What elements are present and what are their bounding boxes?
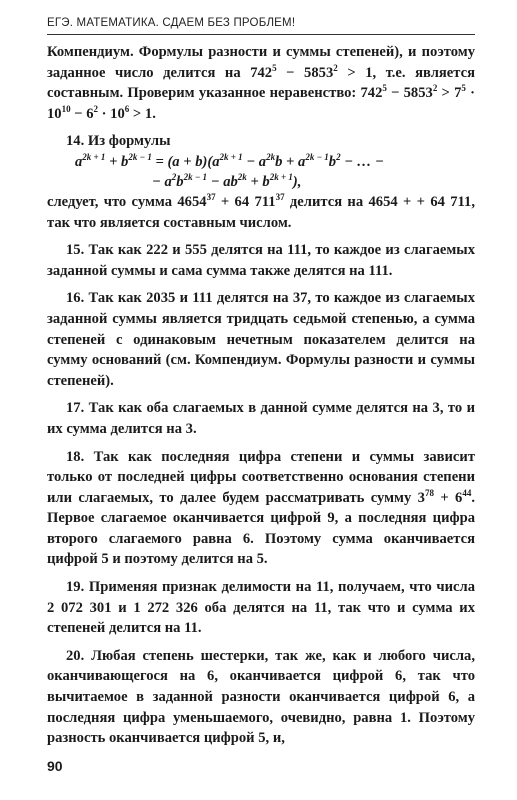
text-run: − 6 <box>70 105 94 122</box>
exponent: 78 <box>424 487 434 498</box>
text-run: следует, что сумма 4654 <box>47 193 207 210</box>
text-run: + 64 711 <box>215 193 276 210</box>
solution-number: 14. <box>66 133 85 150</box>
solution-20 <box>47 646 475 749</box>
solution-number: 16. <box>66 290 85 307</box>
solution-14-conclusion <box>47 192 475 233</box>
text-run: Из формулы <box>84 133 171 150</box>
solution-number: 20. <box>66 647 85 664</box>
exponent: 5 <box>272 62 277 73</box>
solution-number: 18. <box>66 448 85 465</box>
compendium-reference: Компендиум. <box>194 352 282 369</box>
text-run: · 10 <box>47 85 475 122</box>
paragraph-spacer <box>47 233 475 240</box>
solution-19 <box>47 577 475 639</box>
exponent: 5 <box>461 83 466 94</box>
text-run: Так как 222 и 555 делятся на 111, то каждое из слагаемых заданной суммы и сама сумма также делятся на 111. <box>47 242 475 279</box>
text-run: делится на 4654 + + 64 711, так что является составным числом. <box>47 193 475 231</box>
exponent: 37 <box>275 191 285 202</box>
formula-line-2: − $a^2b^{2k - 1} - ab^{2k} + b^{2k + 1}$), <box>152 171 302 190</box>
text-run: Так как 2035 и 111 делятся на 37, то каждое из слагаемых заданной суммы является тридцать седьмой степенью, а сумма степеней с одинаковым нечетным показателем делится на сумму оснований (см. <box>47 290 475 369</box>
formula-line-1: $a^{2k + 1} + b^{2k - 1} = (a + b)(a^{2k + 1} - a^{2k}b + a^{2k - 1}b^2$ − … − <box>75 151 384 170</box>
exponent: 44 <box>462 487 472 498</box>
exponent: 2 <box>333 62 338 73</box>
exponent: 2 <box>93 103 99 114</box>
text-run: . Первое слагаемое оканчивается цифрой 9, а последняя цифра второго слагаемого равна 6. Поэтому сумма оканчивается цифрой 5 и поэтому делится на 5. <box>47 489 475 568</box>
solution-16 <box>47 288 475 391</box>
exponent: 10 <box>61 103 71 114</box>
text-run: > 1. <box>129 105 156 122</box>
text-run: Применяя признак делимости на 11, получаем, что числа 2 072 301 и 1 272 326 оба делятся на 11, так что и сумма их степеней делится на 11. <box>47 579 475 637</box>
text-run: > 7 <box>437 85 462 102</box>
text-run: · 10 <box>98 105 125 122</box>
paragraph-spacer <box>47 440 475 447</box>
paragraph-spacer <box>47 639 475 646</box>
solution-number: 17. <box>66 400 85 417</box>
solution-15 <box>47 240 475 281</box>
solution-number: 19. <box>66 579 85 596</box>
paragraph-spacer <box>47 391 475 398</box>
page-number: 90 <box>47 758 63 774</box>
header-rule <box>47 34 475 35</box>
exponent: 37 <box>206 191 216 202</box>
continued-paragraph <box>47 42 475 124</box>
solution-number: 15. <box>66 242 85 259</box>
text-run: Любая степень шестерки, так же, как и любого числа, оканчивающегося на 6, оканчивается цифрой 6, так что вычитаемое в заданной разности оканчивается цифрой 6, а последняя цифра уменьшаемого, очевидно, равна 1. Поэтому разность оканчивается цифрой 5, и, <box>47 647 475 747</box>
running-head: ЕГЭ. МАТЕМАТИКА. СДАЕМ БЕЗ ПРОБЛЕМ! <box>47 17 296 29</box>
text-run: + 6 <box>433 489 463 506</box>
compendium-reference: Компендиум. <box>47 44 134 60</box>
paragraph-spacer <box>47 281 475 288</box>
text-run: > 1, т.е. является составным. Проверим указанное неравенство: 742 <box>47 64 475 102</box>
page-body <box>47 42 475 749</box>
paragraph-spacer <box>47 124 475 131</box>
exponent: 6 <box>124 103 130 114</box>
exponent: 2 <box>432 83 438 94</box>
text-run: Формулы разности и суммы степеней), и поэтому заданное число делится на 742 <box>47 44 475 81</box>
text-run: Так как последняя цифра степени и суммы зависит только от последней цифры соответственно основания степени или слагаемых, то далее будем рассматривать сумму 3 <box>47 448 475 506</box>
exponent: 5 <box>382 83 387 94</box>
solution-17 <box>47 398 475 439</box>
solution-18 <box>47 447 475 571</box>
text-run: − 5853 <box>276 64 334 81</box>
solution-14 <box>47 131 475 152</box>
text-run: Формулы разности и суммы степеней). <box>47 352 476 389</box>
paragraph-spacer <box>47 570 475 577</box>
formula-sum-of-odd-powers <box>47 152 475 192</box>
text-run: − 5853 <box>386 85 433 102</box>
text-run: Так как оба слагаемых в данной сумме делятся на 3, то и их сумма делится на 3. <box>47 400 475 437</box>
